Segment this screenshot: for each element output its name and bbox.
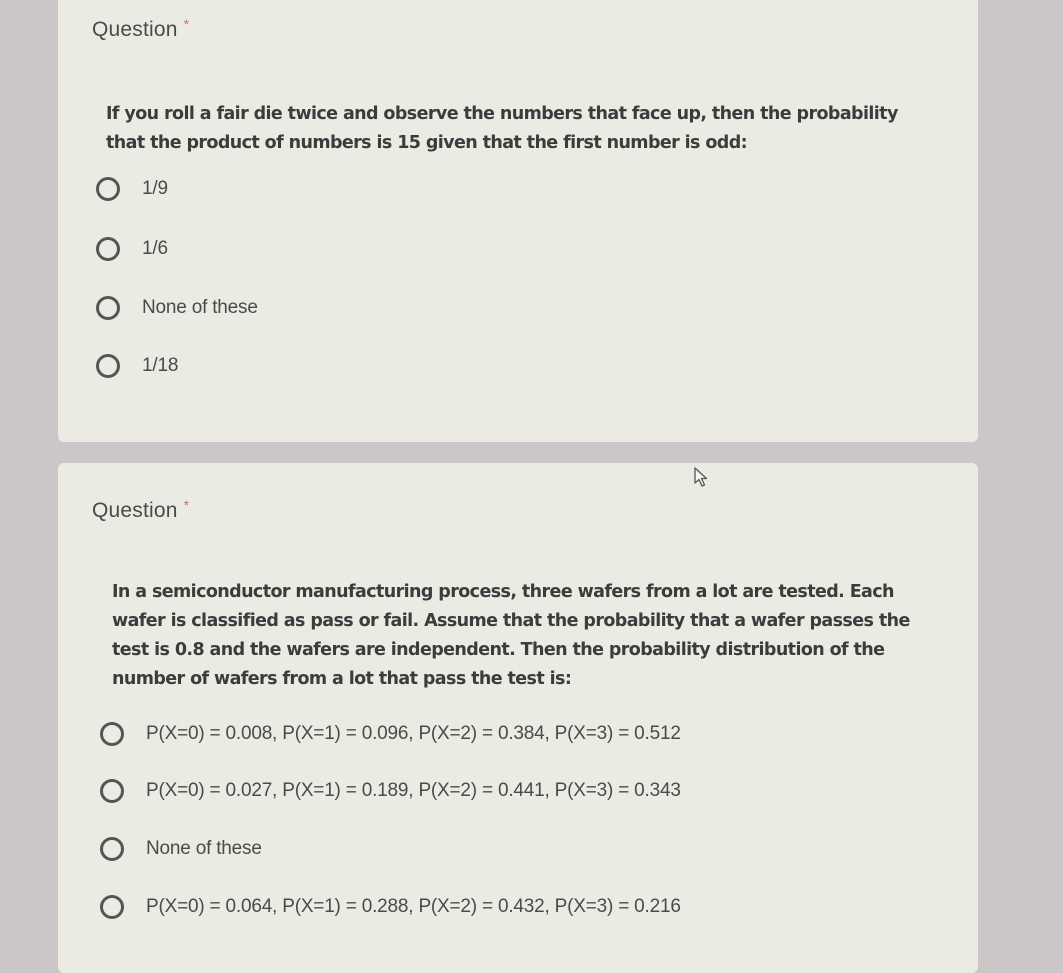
- required-marker: *: [183, 16, 190, 32]
- question-card-1: [58, 0, 978, 442]
- option-label: None of these: [146, 838, 262, 859]
- question-text-line: test is 0.8 and the wafers are independent. Then the probability distribution of the: [112, 640, 885, 660]
- radio-button-icon[interactable]: [100, 895, 124, 919]
- question-title-text: Question: [92, 18, 178, 41]
- question-title: [92, 18, 189, 42]
- question-title: [92, 499, 189, 523]
- option-distribution-a[interactable]: [100, 722, 681, 746]
- radio-button-icon[interactable]: [96, 237, 120, 261]
- option-distribution-d[interactable]: [100, 895, 681, 919]
- option-none-of-these[interactable]: [100, 837, 262, 861]
- option-label: 1/18: [142, 355, 179, 376]
- question-text-line: If you roll a fair die twice and observe the numbers that face up, then the probability: [106, 104, 898, 124]
- radio-button-icon[interactable]: [100, 722, 124, 746]
- question-text-line: number of wafers from a lot that pass the test is:: [112, 669, 572, 689]
- option-label: 1/9: [142, 178, 168, 199]
- option-label: P(X=0) = 0.064, P(X=1) = 0.288, P(X=2) = 0.432, P(X=3) = 0.216: [146, 896, 681, 917]
- option-label: P(X=0) = 0.008, P(X=1) = 0.096, P(X=2) = 0.384, P(X=3) = 0.512: [146, 723, 681, 744]
- question-text: [112, 578, 910, 694]
- option-1-9[interactable]: [96, 177, 168, 201]
- option-distribution-b[interactable]: [100, 779, 681, 803]
- option-1-18[interactable]: [96, 354, 178, 378]
- required-marker: *: [183, 497, 190, 513]
- option-label: P(X=0) = 0.027, P(X=1) = 0.189, P(X=2) = 0.441, P(X=3) = 0.343: [146, 780, 681, 801]
- radio-button-icon[interactable]: [96, 177, 120, 201]
- radio-button-icon[interactable]: [100, 779, 124, 803]
- radio-button-icon[interactable]: [96, 354, 120, 378]
- option-1-6[interactable]: [96, 237, 168, 261]
- radio-button-icon[interactable]: [96, 296, 120, 320]
- question-card-2: [58, 463, 978, 973]
- radio-button-icon[interactable]: [100, 837, 124, 861]
- option-label: 1/6: [142, 238, 168, 259]
- question-text-line: that the product of numbers is 15 given that the first number is odd:: [106, 133, 748, 153]
- mouse-pointer-icon: [694, 467, 710, 489]
- question-text-line: wafer is classified as pass or fail. Assume that the probability that a wafer passes the: [112, 611, 910, 631]
- question-text: [106, 100, 898, 158]
- option-none-of-these[interactable]: [96, 296, 258, 320]
- question-title-text: Question: [92, 499, 178, 522]
- question-text-line: In a semiconductor manufacturing process, three wafers from a lot are tested. Each: [112, 582, 894, 602]
- option-label: None of these: [142, 297, 258, 318]
